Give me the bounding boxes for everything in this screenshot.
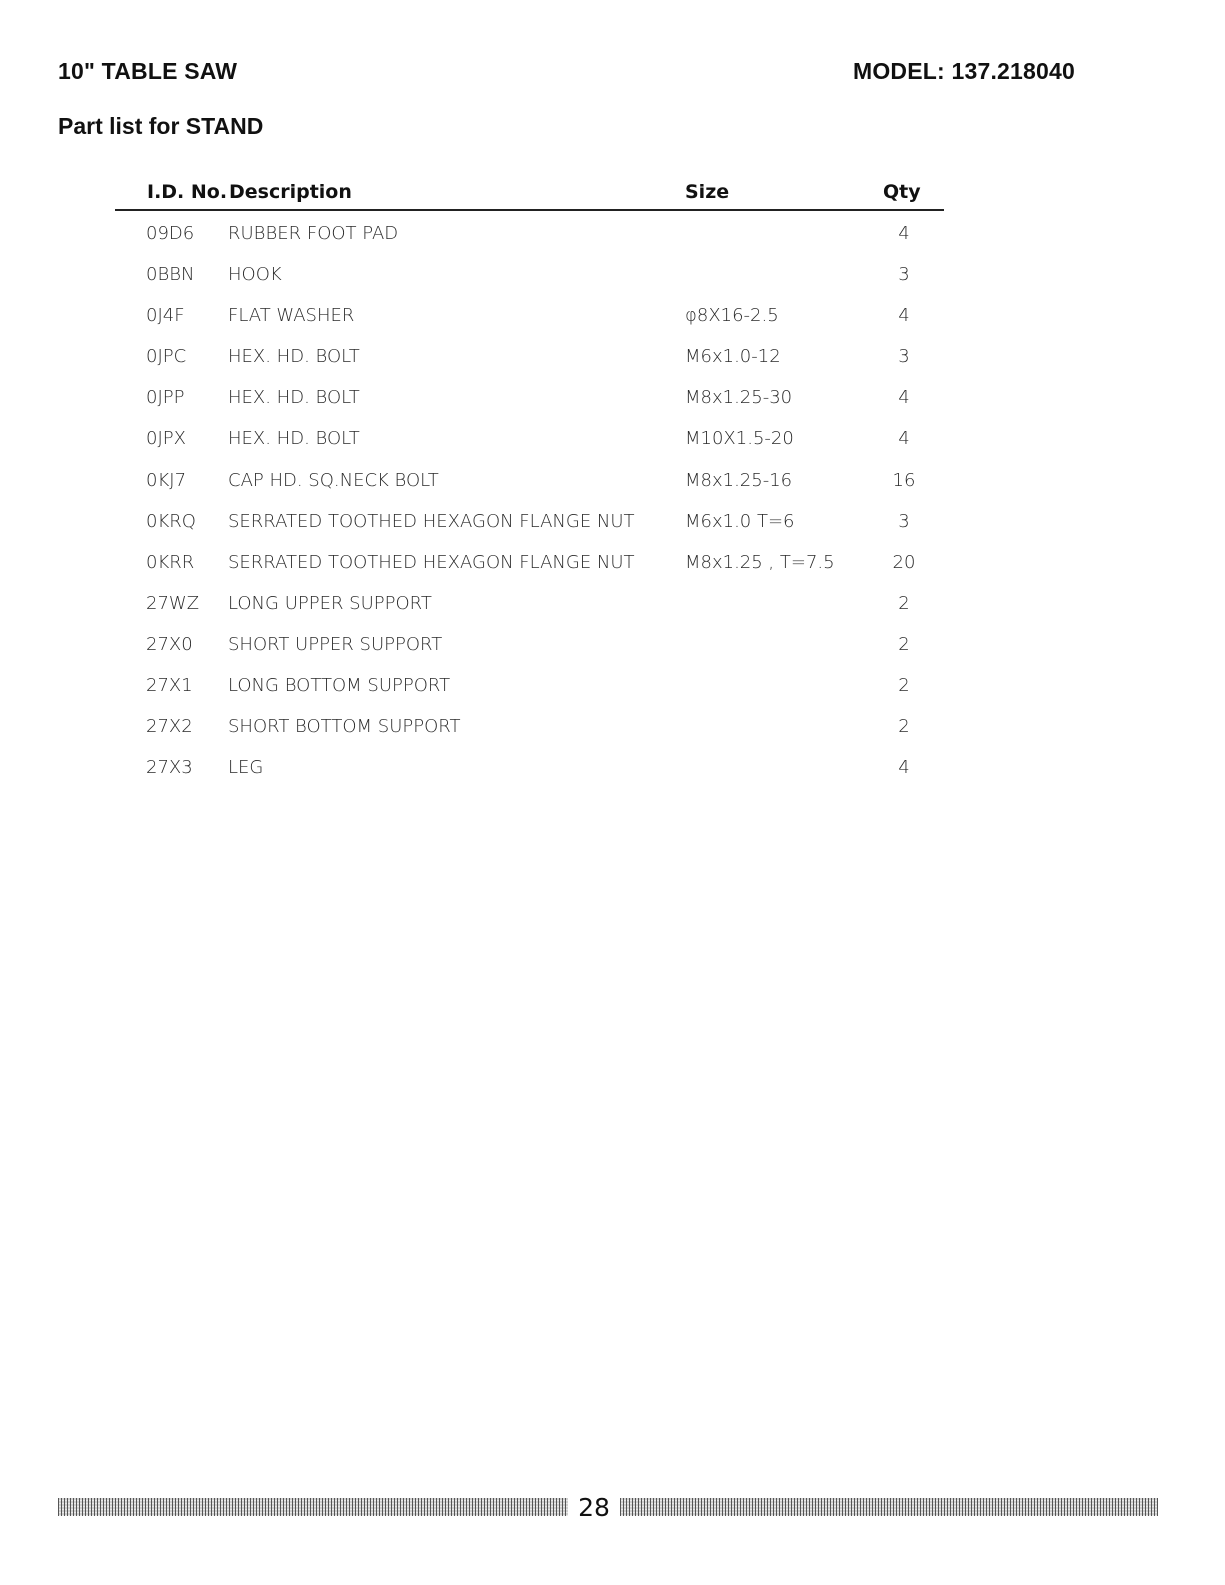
qty-cell: 4 <box>898 757 910 779</box>
document-title: 10" TABLE SAW <box>58 58 238 84</box>
section-title: Part list for STAND <box>58 113 264 139</box>
part-id-cell: 0KJ7 <box>146 469 187 491</box>
part-id-cell: 27WZ <box>146 592 200 614</box>
table-row <box>115 211 944 252</box>
size-cell: M10X1.5-20 <box>685 428 794 450</box>
description-cell: LEG <box>228 757 264 779</box>
qty-cell: 3 <box>898 264 910 286</box>
table-row <box>115 416 944 457</box>
size-cell: φ8X16-2.5 <box>685 305 779 327</box>
description-cell: SERRATED TOOTHED HEXAGON FLANGE NUT <box>228 510 635 532</box>
page-number: 28 <box>578 1493 610 1522</box>
qty-cell: 20 <box>892 551 916 573</box>
table-row <box>115 581 944 622</box>
part-id-cell: 27X0 <box>146 633 193 655</box>
table-row <box>115 252 944 293</box>
description-cell: SHORT UPPER SUPPORT <box>228 633 443 655</box>
description-cell: CAP HD. SQ.NECK BOLT <box>228 469 439 491</box>
column-header-size: Size <box>685 181 730 203</box>
description-cell: SHORT BOTTOM SUPPORT <box>228 716 461 738</box>
table-row <box>115 704 944 745</box>
qty-cell: 4 <box>898 428 910 450</box>
qty-cell: 3 <box>898 346 910 368</box>
model-number: MODEL: 137.218040 <box>852 58 1075 84</box>
part-id-cell: 0J4F <box>146 305 185 327</box>
description-cell: HEX. HD. BOLT <box>228 346 360 368</box>
column-header-qty: Qty <box>883 181 921 203</box>
parts-table <box>115 178 944 786</box>
table-row <box>115 745 944 786</box>
column-header-id: I.D. No. <box>147 181 228 203</box>
size-cell: M8x1.25 , T=7.5 <box>685 551 835 573</box>
footer-pattern-left <box>58 1498 568 1516</box>
part-id-cell: 27X2 <box>146 716 193 738</box>
qty-cell: 4 <box>898 305 910 327</box>
part-id-cell: 27X1 <box>146 675 193 697</box>
table-row <box>115 622 944 663</box>
qty-cell: 4 <box>898 223 910 244</box>
description-cell: RUBBER FOOT PAD <box>228 223 399 244</box>
part-id-cell: 09D6 <box>146 223 195 244</box>
description-cell: LONG UPPER SUPPORT <box>228 592 432 614</box>
qty-cell: 3 <box>898 510 910 532</box>
qty-cell: 16 <box>892 469 916 491</box>
column-header-description: Description <box>229 181 352 203</box>
table-header <box>115 178 944 211</box>
table-row <box>115 334 944 375</box>
page-footer <box>58 1493 1158 1521</box>
table-body <box>115 211 944 786</box>
size-cell: M8x1.25-30 <box>685 387 793 409</box>
table-row <box>115 540 944 581</box>
description-cell: LONG BOTTOM SUPPORT <box>228 675 451 697</box>
part-id-cell: 27X3 <box>146 757 193 779</box>
size-cell: M6x1.0-12 <box>685 346 781 368</box>
size-cell: M6x1.0 T=6 <box>685 510 795 532</box>
description-cell: HEX. HD. BOLT <box>228 387 360 409</box>
table-row <box>115 458 944 499</box>
part-id-cell: 0BBN <box>146 264 195 286</box>
qty-cell: 2 <box>898 633 910 655</box>
description-cell: SERRATED TOOTHED HEXAGON FLANGE NUT <box>228 551 635 573</box>
part-id-cell: 0JPX <box>146 428 186 450</box>
qty-cell: 2 <box>898 716 910 738</box>
qty-cell: 2 <box>898 675 910 697</box>
part-id-cell: 0JPP <box>146 387 185 409</box>
table-row <box>115 663 944 704</box>
table-row <box>115 375 944 416</box>
description-cell: FLAT WASHER <box>228 305 355 327</box>
qty-cell: 4 <box>898 387 910 409</box>
size-cell: M8x1.25-16 <box>685 469 793 491</box>
table-row <box>115 499 944 540</box>
qty-cell: 2 <box>898 592 910 614</box>
footer-pattern-right <box>620 1498 1158 1516</box>
part-id-cell: 0KRQ <box>146 510 196 532</box>
description-cell: HEX. HD. BOLT <box>228 428 360 450</box>
part-id-cell: 0KRR <box>146 551 195 573</box>
table-row <box>115 293 944 334</box>
part-id-cell: 0JPC <box>146 346 187 368</box>
description-cell: HOOK <box>228 264 282 286</box>
